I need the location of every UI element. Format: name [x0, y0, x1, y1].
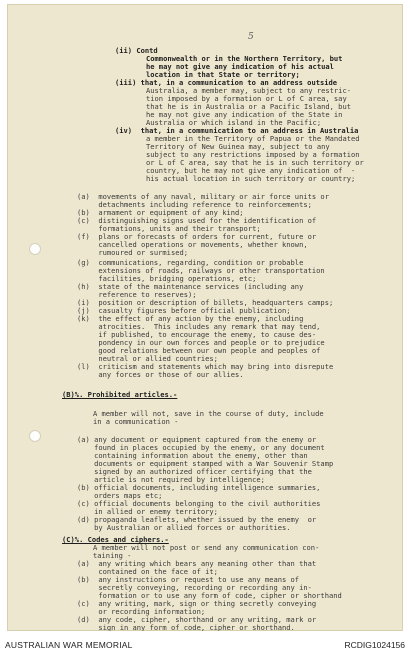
text-line: (j) casualty figures before official publication;: [77, 306, 291, 315]
text-line: (iii) that, in a communication to an address outside: [115, 78, 338, 87]
record-id: RCDIG1024156: [344, 640, 405, 650]
text-line: (k) the effect of any action by the enemy, including: [77, 314, 304, 323]
text-line: pondency in our own forces and people or to prejudice: [77, 338, 325, 347]
text-line: cancelled operations or movements, whether known,: [77, 240, 308, 249]
text-line: a member in the Territory of Papua or the Mandated: [146, 134, 360, 143]
text-line: (a) movements of any naval, military or air force units or: [77, 192, 329, 201]
text-line: formations, units and their transport;: [77, 224, 261, 233]
text-line: (a) any document or equipment captured from the enemy or: [77, 435, 317, 444]
text-line: that he is in Australia or a Pacific Island, but: [146, 102, 351, 111]
text-line: (iv) that, in a communication to an address in Australia: [115, 126, 359, 135]
text-line: (g) communications, regarding, condition or probable: [77, 258, 304, 267]
text-line: (B)%. Prohibited articles.-: [62, 390, 178, 399]
text-line: rumoured or surmised;: [77, 248, 189, 257]
text-line: (c) distinguishing signs used for the identification of: [77, 216, 317, 225]
text-line: (b) armament or equipment of any kind;: [77, 208, 244, 217]
punch-hole-bottom: [30, 431, 40, 441]
text-line: any forces or those of our allies.: [77, 370, 244, 379]
text-line: country, but he may not give any indication of -: [146, 166, 356, 175]
text-line: Australia, a member may, subject to any restric-: [146, 86, 351, 95]
text-line: neutral or allied countries;: [77, 354, 218, 363]
text-line: location in that State or territory;: [146, 70, 300, 79]
text-line: tion imposed by a formation or L of C area, say: [146, 94, 347, 103]
text-line: his actual location in such territory or country;: [146, 174, 356, 183]
text-line: found in places occupied by the enemy, or any document: [77, 443, 325, 452]
text-line: he may not give any indication of the State in: [146, 110, 343, 119]
text-line: (d) any code, cipher, shorthand or any writing, mark or: [77, 615, 317, 624]
text-line: (l) criticism and statements which may bring into disrepute: [77, 362, 334, 371]
text-line: facilities, bridging operations, etc;: [77, 274, 257, 283]
text-line: Commonwealth or in the Northern Territory, but: [146, 54, 343, 63]
text-line: in a communication -: [93, 417, 179, 426]
text-line: (b) any instructions or request to use any means of: [77, 575, 300, 584]
archive-name: AUSTRALIAN WAR MEMORIAL: [5, 640, 133, 650]
text-line: taining -: [93, 551, 132, 560]
text-line: or L of C area, say that he is in such territory or: [146, 158, 364, 167]
text-line: orders maps etc;: [77, 491, 163, 500]
text-line: good relations between our own people and peoples of: [77, 346, 321, 355]
text-line: (ii) Contd: [115, 46, 158, 55]
punch-hole-top: [30, 244, 40, 254]
text-line: by Australian or allied forces or authorities.: [77, 523, 291, 532]
text-line: (i) position or description of billets, headquarters camps;: [77, 298, 334, 307]
text-line: (C)%. Codes and ciphers.-: [62, 535, 169, 544]
text-line: Australia or which island in the Pacific;: [146, 118, 322, 127]
text-line: sign in any form of code, cipher or shorthand.: [77, 623, 295, 631]
text-line: or recording information;: [77, 607, 206, 616]
text-line: reference to reserves);: [77, 290, 197, 299]
text-line: he may not give any indication of his actual: [146, 62, 334, 71]
text-line: (b) official documents, including intelligence summaries,: [77, 483, 321, 492]
footer-bar: [0, 632, 411, 654]
text-line: article is not required by intelligence;: [77, 475, 265, 484]
text-line: in allied or enemy territory;: [77, 507, 218, 516]
text-line: A member will not post or send any communication con-: [93, 543, 320, 552]
text-line: (a) any writing which bears any meaning other than that: [77, 559, 317, 568]
text-line: detachments including reference to reinforcements;: [77, 200, 312, 209]
text-line: (c) any writing, mark, sign or thing secretly conveying: [77, 599, 317, 608]
text-line: Territory of New Guinea may, subject to any: [146, 142, 330, 151]
text-line: (d) propaganda leaflets, whether issued by the enemy or: [77, 515, 317, 524]
text-line: formation or to use any form of code, cipher or shorthand: [77, 591, 342, 600]
document-page: [7, 4, 403, 631]
text-line: (f) plans or forecasts of orders for current, future or: [77, 232, 317, 241]
text-line: (h) state of the maintenance services (including any: [77, 282, 304, 291]
text-line: contained on the face of it;: [77, 567, 218, 576]
text-line: secretly conveying, recording or recording any in-: [77, 583, 312, 592]
text-line: extensions of roads, railways or other transportation: [77, 266, 325, 275]
text-line: signed by an authorized officer certifying that the: [77, 467, 312, 476]
text-line: (c) official documents belonging to the civil authorities: [77, 499, 321, 508]
text-line: atrocities. This includes any remark that may tend,: [77, 322, 321, 331]
page-number: 5: [248, 32, 254, 42]
text-line: if published, to encourage the enemy, to cause des-: [77, 330, 317, 339]
text-line: subject to any restrictions imposed by a formation: [146, 150, 360, 159]
text-line: documents or equipment stamped with a War Souvenir Stamp: [77, 459, 334, 468]
text-line: A member will not, save in the course of duty, include: [93, 409, 324, 418]
text-line: containing information about the enemy, other than: [77, 451, 308, 460]
